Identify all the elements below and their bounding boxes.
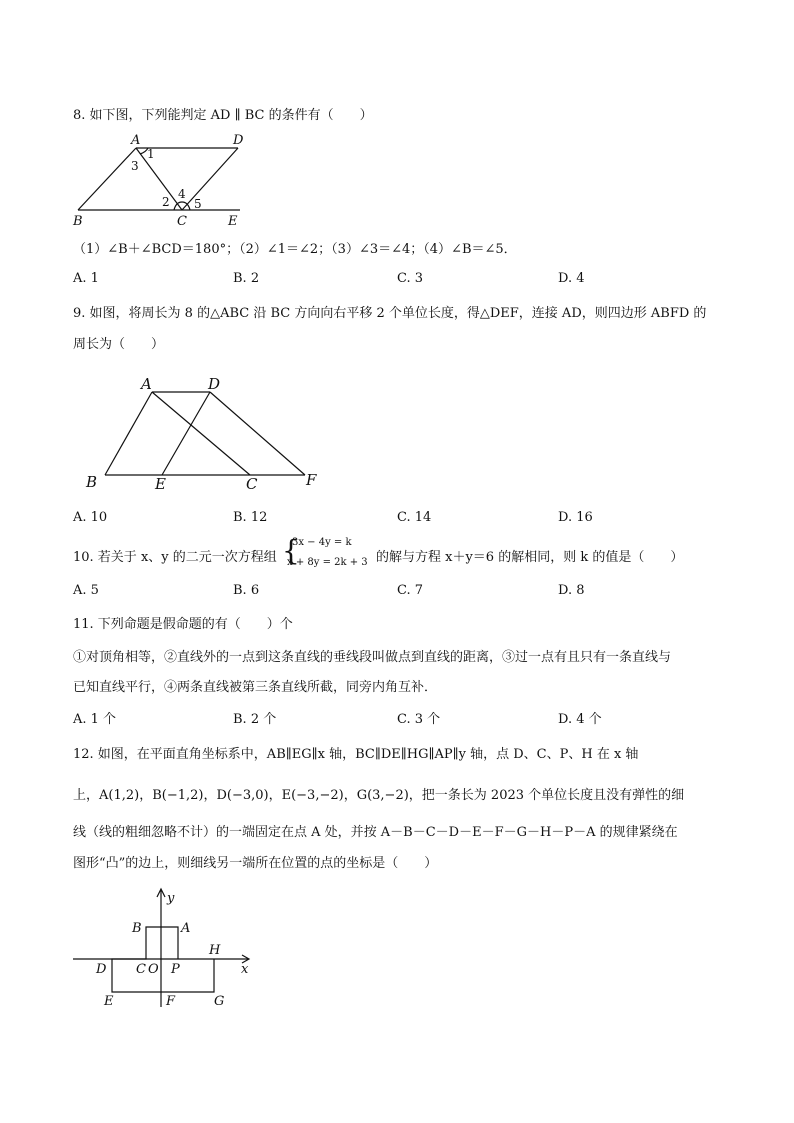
- q11-option-d: D. 4 个: [558, 712, 602, 727]
- q9-option-a: A. 10: [73, 510, 108, 525]
- q12-line1: 12. 如图，在平面直角坐标系中，AB∥EG∥x 轴，BC∥DE∥HG∥AP∥y 轴，点 D、C、P、H 在 x 轴: [73, 747, 639, 762]
- q12-label-h: H: [209, 943, 221, 958]
- q12-label-o: O: [148, 962, 159, 977]
- q12-label-f: F: [166, 994, 176, 1009]
- q12-label-e: E: [104, 994, 114, 1009]
- q8-label-c: C: [177, 214, 187, 228]
- q11-stem: 11. 下列命题是假命题的有（ ）个: [73, 617, 293, 632]
- q8-conditions: （1）∠B＋∠BCD＝180°；（2）∠1＝∠2；（3）∠3＝∠4；（4）∠B＝∠5．: [73, 242, 517, 257]
- q9-label-d: D: [208, 375, 221, 393]
- q12-label-d: D: [96, 962, 107, 977]
- q10-eq1: 3x − 4y = k: [292, 537, 352, 548]
- q10-option-b: B. 6: [233, 583, 260, 598]
- q11-option-a: A. 1 个: [73, 712, 117, 727]
- q9-label-b: B: [86, 473, 98, 491]
- q12-label-c: C: [136, 962, 146, 977]
- q9-label-e: E: [155, 475, 166, 493]
- q8-option-c: C. 3: [397, 271, 424, 286]
- q9-stem-line2: 周长为（ ）: [73, 337, 165, 352]
- q11-option-c: C. 3 个: [397, 712, 441, 727]
- q8-label-e: E: [228, 214, 238, 228]
- q10-option-d: D. 8: [558, 583, 585, 598]
- q9-label-c: C: [246, 475, 258, 493]
- q12-line2: 上，A(1,2)，B(−1,2)，D(−3,0)，E(−3,−2)，G(3,−2)，把一条长为 2023 个单位长度且没有弹性的细: [73, 788, 685, 803]
- q9-stem-line1: 9. 如图，将周长为 8 的△ABC 沿 BC 方向向右平移 2 个单位长度，得△DEF，连接 AD，则四边形 ABFD 的: [73, 306, 707, 321]
- q9-option-d: D. 16: [558, 510, 593, 525]
- q10-brace: {: [282, 534, 300, 567]
- q12-figure: [68, 882, 268, 1012]
- q9-option-b: B. 12: [233, 510, 268, 525]
- q8-option-a: A. 1: [73, 271, 99, 286]
- q9-option-c: C. 14: [397, 510, 432, 525]
- q8-figure: [68, 128, 258, 228]
- q8-stem: 8. 如下图，下列能判定 AD ∥ BC 的条件有（ ）: [73, 108, 373, 123]
- q12-label-g: G: [214, 994, 225, 1009]
- q10-option-c: C. 7: [397, 583, 424, 598]
- q9-label-f: F: [306, 471, 317, 489]
- q11-body-line1: ①对顶角相等，②直线外的一点到这条直线的垂线段叫做点到直线的距离，③过一点有且只有一条直线与: [73, 650, 672, 665]
- q10-option-a: A. 5: [73, 583, 99, 598]
- q8-label-a: A: [131, 133, 141, 148]
- q12-label-y: y: [167, 891, 175, 906]
- q10-stem-post: 的解与方程 x＋y＝6 的解相同，则 k 的值是（ ）: [376, 550, 684, 565]
- q8-angle-4: 4: [178, 187, 186, 201]
- q12-line4: 图形“凸”的边上，则细线另一端所在位置的点的坐标是（ ）: [73, 856, 438, 871]
- q8-label-d: D: [233, 133, 244, 148]
- q12-label-a: A: [181, 921, 191, 936]
- q12-label-p: P: [171, 962, 180, 977]
- q8-option-b: B. 2: [233, 271, 260, 286]
- q10-stem-pre: 10. 若关于 x、y 的二元一次方程组: [73, 550, 277, 565]
- q8-option-d: D. 4: [558, 271, 585, 286]
- q8-angle-1: 1: [147, 147, 155, 161]
- q8-label-b: B: [73, 214, 83, 228]
- q12-label-x: x: [241, 962, 249, 977]
- q10-eq2: x + 8y = 2k + 3: [287, 557, 368, 568]
- q8-angle-5: 5: [194, 197, 202, 211]
- q9-label-a: A: [141, 375, 152, 393]
- q9-figure: [80, 370, 330, 495]
- q8-angle-3: 3: [131, 159, 139, 173]
- q12-line3: 线（线的粗细忽略不计）的一端固定在点 A 处，并按 A－B－C－D－E－F－G－H－P－A 的规律紧绕在: [73, 825, 678, 840]
- q11-body-line2: 已知直线平行，④两条直线被第三条直线所截，同旁内角互补．: [73, 680, 438, 695]
- q11-option-b: B. 2 个: [233, 712, 277, 727]
- q12-label-b: B: [132, 921, 142, 936]
- q8-angle-2: 2: [162, 195, 170, 209]
